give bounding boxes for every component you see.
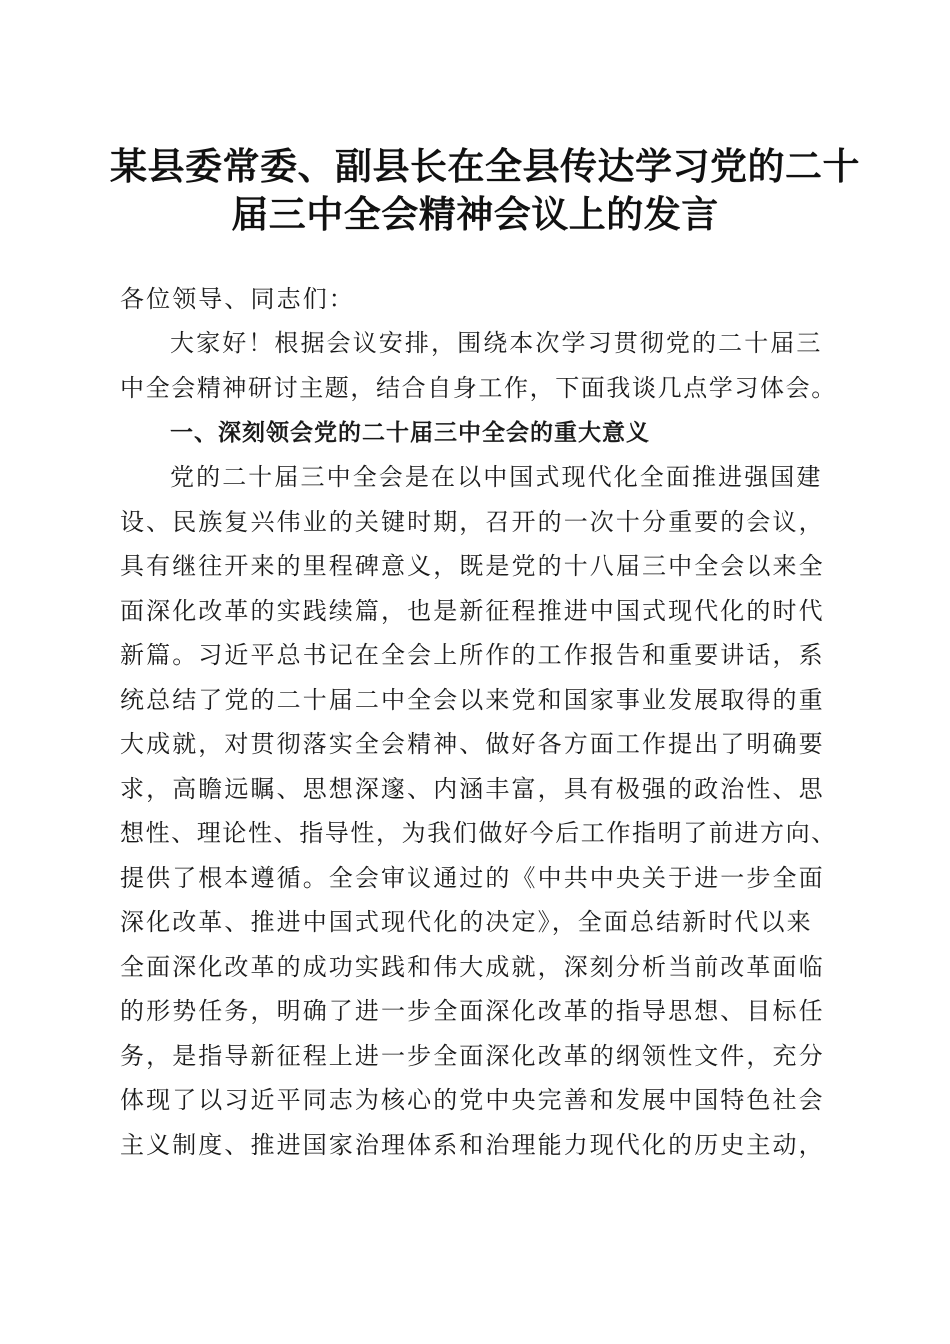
body-line: 务，是指导新征程上进一步全面深化改革的纲领性文件，充分 (120, 1042, 825, 1070)
body-line: 深化改革、推进中国式现代化的决定》，全面总结新时代以来 (120, 908, 813, 936)
body-line: 全面深化改革的成功实践和伟大成就，深刻分析当前改革面临 (120, 953, 825, 981)
salutation: 各位领导、同志们： (120, 285, 355, 313)
document-title-line-2: 届三中全会精神会议上的发言 (231, 193, 719, 236)
intro-line: 中全会精神研讨主题，结合自身工作，下面我谈几点学习体会。 (120, 374, 837, 402)
body-line: 具有继往开来的里程碑意义，既是党的十八届三中全会以来全 (120, 552, 825, 580)
document-title-line-1: 某县委常委、副县长在全县传达学习党的二十 (110, 145, 860, 188)
body-line: 想性、理论性、指导性，为我们做好今后工作指明了前进方向、 (120, 819, 837, 847)
body-line: 主义制度、推进国家治理体系和治理能力现代化的历史主动， (120, 1131, 825, 1159)
body-line: 体现了以习近平同志为核心的党中央完善和发展中国特色社会 (120, 1086, 825, 1114)
body-line: 党的二十届三中全会是在以中国式现代化全面推进强国建 (170, 463, 823, 491)
body-line: 新篇。习近平总书记在全会上所作的工作报告和重要讲话，系 (120, 641, 825, 669)
section-heading: 一、深刻领会党的二十届三中全会的重大意义 (170, 420, 650, 446)
body-line: 大成就，对贯彻落实全会精神、做好各方面工作提出了明确要 (120, 730, 825, 758)
body-line: 提供了根本遵循。全会审议通过的《中共中央关于进一步全面 (120, 864, 825, 892)
body-line: 面深化改革的实践续篇，也是新征程推进中国式现代化的时代 (120, 597, 825, 625)
body-line: 设、民族复兴伟业的关键时期，召开的一次十分重要的会议， (120, 508, 825, 536)
body-line: 求，高瞻远瞩、思想深邃、内涵丰富，具有极强的政治性、思 (120, 775, 825, 803)
body-line: 的形势任务，明确了进一步全面深化改革的指导思想、目标任 (120, 997, 825, 1025)
intro-line: 大家好！根据会议安排，围绕本次学习贯彻党的二十届三 (170, 329, 823, 357)
body-line: 统总结了党的二十届二中全会以来党和国家事业发展取得的重 (120, 686, 825, 714)
